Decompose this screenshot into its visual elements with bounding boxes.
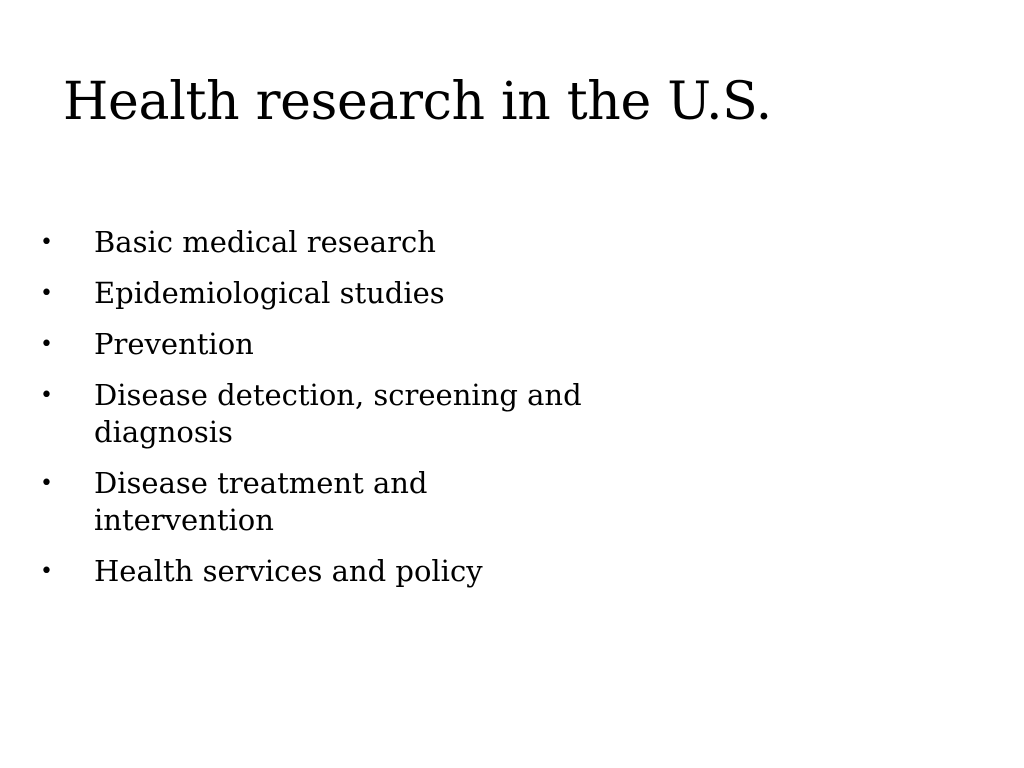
bullet-marker-icon: •: [40, 332, 53, 357]
list-item-text: Epidemiological studies: [94, 276, 445, 310]
list-item-basic-medical-research: [40, 224, 640, 261]
list-item-text: Basic medical research: [94, 225, 436, 259]
list-item-disease-treatment: [40, 465, 640, 539]
bullet-marker-icon: •: [40, 230, 53, 255]
list-item-text: Disease detection, screening and diagnosis: [94, 378, 582, 449]
bullet-marker-icon: •: [40, 559, 53, 584]
list-item-epidemiological-studies: [40, 275, 640, 312]
list-item-text: Health services and policy: [94, 554, 483, 588]
bullet-marker-icon: •: [40, 383, 53, 408]
bullet-list: [40, 224, 640, 604]
slide-title: Health research in the U.S.: [63, 72, 772, 132]
list-item-text: Prevention: [94, 327, 254, 361]
list-item-health-services-policy: [40, 553, 640, 590]
list-item-text: Disease treatment and intervention: [94, 466, 428, 537]
list-item-disease-detection: [40, 377, 640, 451]
list-item-prevention: [40, 326, 640, 363]
bullet-marker-icon: •: [40, 281, 53, 306]
bullet-marker-icon: •: [40, 471, 53, 496]
